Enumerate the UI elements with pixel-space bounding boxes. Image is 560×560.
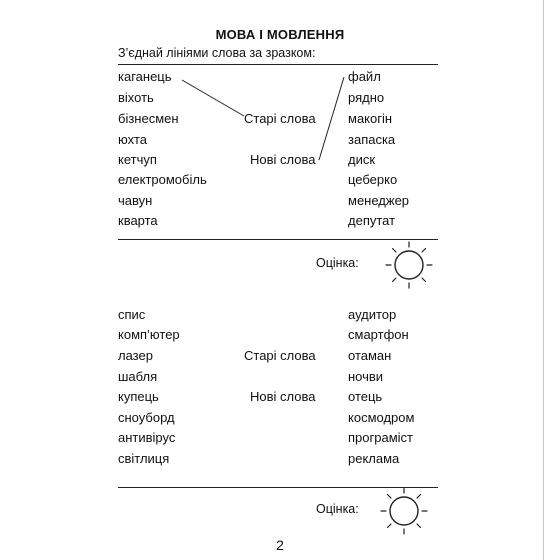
ex2-right-word[interactable]: ночви bbox=[348, 369, 384, 384]
ex1-right-word[interactable]: менеджер bbox=[348, 193, 410, 208]
ex1-left-word[interactable]: бізнесмен bbox=[118, 111, 179, 126]
sample-line-old bbox=[182, 80, 244, 116]
ex1-right-word[interactable]: макогін bbox=[348, 111, 393, 126]
ex1-right-word[interactable]: рядно bbox=[348, 90, 385, 105]
ex1-left-word[interactable]: кетчуп bbox=[118, 152, 157, 167]
ex2-grade-label: Оцінка: bbox=[316, 502, 359, 516]
ex2-right-word[interactable]: смартфон bbox=[348, 327, 409, 342]
ex1-right-word[interactable]: запаска bbox=[348, 132, 396, 147]
ex1-left-word[interactable]: електромобіль bbox=[118, 172, 207, 187]
ex2-left-word[interactable]: світлиця bbox=[118, 451, 170, 466]
ex2-old-words-label[interactable]: Старі слова bbox=[244, 348, 316, 363]
ex1-sun-grade-icon[interactable] bbox=[384, 240, 434, 290]
page-title: МОВА І МОВЛЕННЯ bbox=[215, 27, 345, 42]
sample-line-new bbox=[319, 77, 344, 160]
ex1-left-word[interactable]: юхта bbox=[118, 132, 147, 147]
ex2-sun-grade-icon[interactable] bbox=[379, 486, 429, 536]
ex2-right-word[interactable]: отаман bbox=[348, 348, 392, 363]
ex1-right-word[interactable]: диск bbox=[348, 152, 376, 167]
ex1-grade-label: Оцінка: bbox=[316, 256, 359, 270]
ex2-right-word[interactable]: аудитор bbox=[348, 307, 397, 322]
ex1-left-word[interactable]: чавун bbox=[118, 193, 153, 208]
ex1-old-words-label[interactable]: Старі слова bbox=[244, 111, 316, 126]
ex2-left-word[interactable]: сноуборд bbox=[118, 410, 175, 425]
ex2-new-words-label[interactable]: Нові слова bbox=[250, 389, 316, 404]
page-edge bbox=[543, 0, 544, 560]
ex1-left-word[interactable]: віхоть bbox=[118, 90, 154, 105]
ex2-left-word[interactable]: купець bbox=[118, 389, 159, 404]
ex2-right-word[interactable]: космодром bbox=[348, 410, 415, 425]
ex2-left-word[interactable]: шабля bbox=[118, 369, 158, 384]
ex2-left-word[interactable]: спис bbox=[118, 307, 146, 322]
ex1-new-words-label[interactable]: Нові слова bbox=[250, 152, 316, 167]
ex2-right-word[interactable]: реклама bbox=[348, 451, 400, 466]
ex2-right-word[interactable]: програміст bbox=[348, 430, 413, 445]
ex2-left-word[interactable]: антивірус bbox=[118, 430, 176, 445]
ex1-right-word[interactable]: депутат bbox=[348, 213, 396, 228]
ex1-right-word[interactable]: файл bbox=[348, 69, 381, 84]
ex1-right-word[interactable]: цеберко bbox=[348, 172, 398, 187]
page-number: 2 bbox=[276, 537, 284, 553]
instruction-text: З’єднай лініями слова за зразком: bbox=[118, 46, 316, 60]
ex2-left-word[interactable]: комп’ютер bbox=[118, 327, 180, 342]
ex1-left-word[interactable]: каганець bbox=[118, 69, 172, 84]
instruction-underline bbox=[118, 64, 438, 65]
ex1-left-word[interactable]: кварта bbox=[118, 213, 158, 228]
ex2-left-word[interactable]: лазер bbox=[118, 348, 153, 363]
ex2-right-word[interactable]: отець bbox=[348, 389, 383, 404]
